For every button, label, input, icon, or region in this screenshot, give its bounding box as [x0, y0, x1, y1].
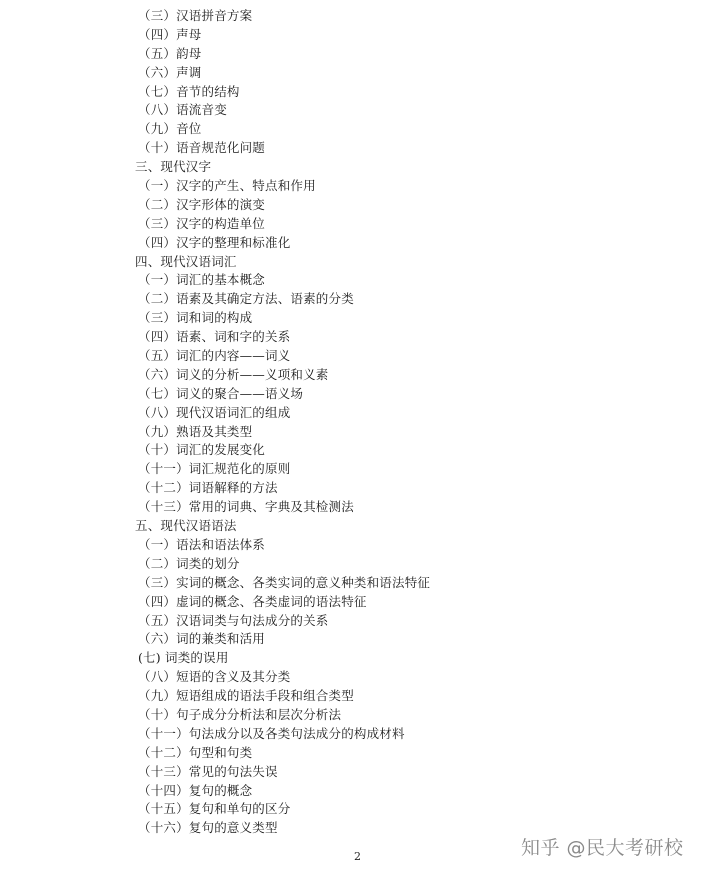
outline-item: （三）实词的概念、各类实词的意义种类和语法特征	[138, 574, 431, 590]
outline-item: （六）词的兼类和活用	[138, 631, 266, 647]
section-heading: 五、现代汉语语法	[135, 518, 237, 534]
outline-item: （一）词汇的基本概念	[138, 272, 266, 288]
outline-item: （一）语法和语法体系	[138, 536, 266, 552]
outline-item: （四）虚词的概念、各类虚词的语法特征	[138, 593, 367, 609]
outline-item: （十二）句型和句类	[138, 744, 253, 760]
outline-item: （四）声母	[138, 26, 202, 42]
outline-item: （四）汉字的整理和标准化	[138, 234, 291, 250]
outline-item: （十一）句法成分以及各类句法成分的构成材料	[138, 725, 405, 741]
outline-item: （四）语素、词和字的关系	[138, 329, 291, 345]
outline-item: （九）熟语及其类型	[138, 423, 253, 439]
outline-item: （五）汉语词类与句法成分的关系	[138, 612, 329, 628]
outline-item: （十三）常用的词典、字典及其检测法	[138, 499, 354, 515]
outline-item: （六）声调	[138, 64, 202, 80]
outline-item: （一）汉字的产生、特点和作用	[138, 178, 316, 194]
outline-item: （二）词类的划分	[138, 555, 240, 571]
outline-item: （十一）词汇规范化的原则	[138, 461, 291, 477]
outline-item: （九）音位	[138, 121, 202, 137]
section-heading: 三、现代汉字	[135, 159, 212, 175]
syllabus-outline	[135, 7, 431, 838]
outline-item: (七) 词类的误用	[138, 650, 229, 666]
outline-item: （六）词义的分析——义项和义素	[138, 366, 329, 382]
outline-item: （三）汉语拼音方案	[138, 8, 253, 23]
outline-item: （八）语流音变	[138, 102, 227, 118]
outline-item: （五）词汇的内容——词义	[138, 348, 291, 364]
outline-item: （十）词汇的发展变化	[138, 442, 266, 458]
outline-item: （十五）复句和单句的区分	[138, 801, 291, 817]
outline-item: （十六）复句的意义类型	[138, 820, 278, 836]
outline-item: （九）短语组成的语法手段和组合类型	[138, 688, 354, 704]
outline-item: （十二）词语解释的方法	[138, 480, 278, 496]
zhihu-watermark: 知乎 @民大考研校	[521, 837, 684, 859]
section-heading: 四、现代汉语词汇	[135, 253, 237, 269]
outline-item: （八）现代汉语词汇的组成	[138, 404, 291, 420]
outline-item: （三）词和词的构成	[138, 310, 253, 326]
outline-item: （十）语音规范化问题	[138, 140, 266, 156]
outline-item: （二）语素及其确定方法、语素的分类	[138, 291, 354, 307]
outline-item: （二）汉字形体的演变	[138, 196, 266, 212]
outline-item: （五）韵母	[138, 45, 202, 61]
outline-item: （十四）复句的概念	[138, 782, 253, 798]
outline-item: （七）词义的聚合——语义场	[138, 385, 304, 401]
outline-item: （八）短语的含义及其分类	[138, 669, 291, 685]
outline-item: （三）汉字的构造单位	[138, 215, 266, 231]
page-number: 2	[354, 850, 361, 863]
outline-item: （十）句子成分分析法和层次分析法	[138, 706, 342, 722]
outline-item: （七）音节的结构	[138, 83, 240, 99]
outline-item: （十三）常见的句法失误	[138, 763, 278, 779]
